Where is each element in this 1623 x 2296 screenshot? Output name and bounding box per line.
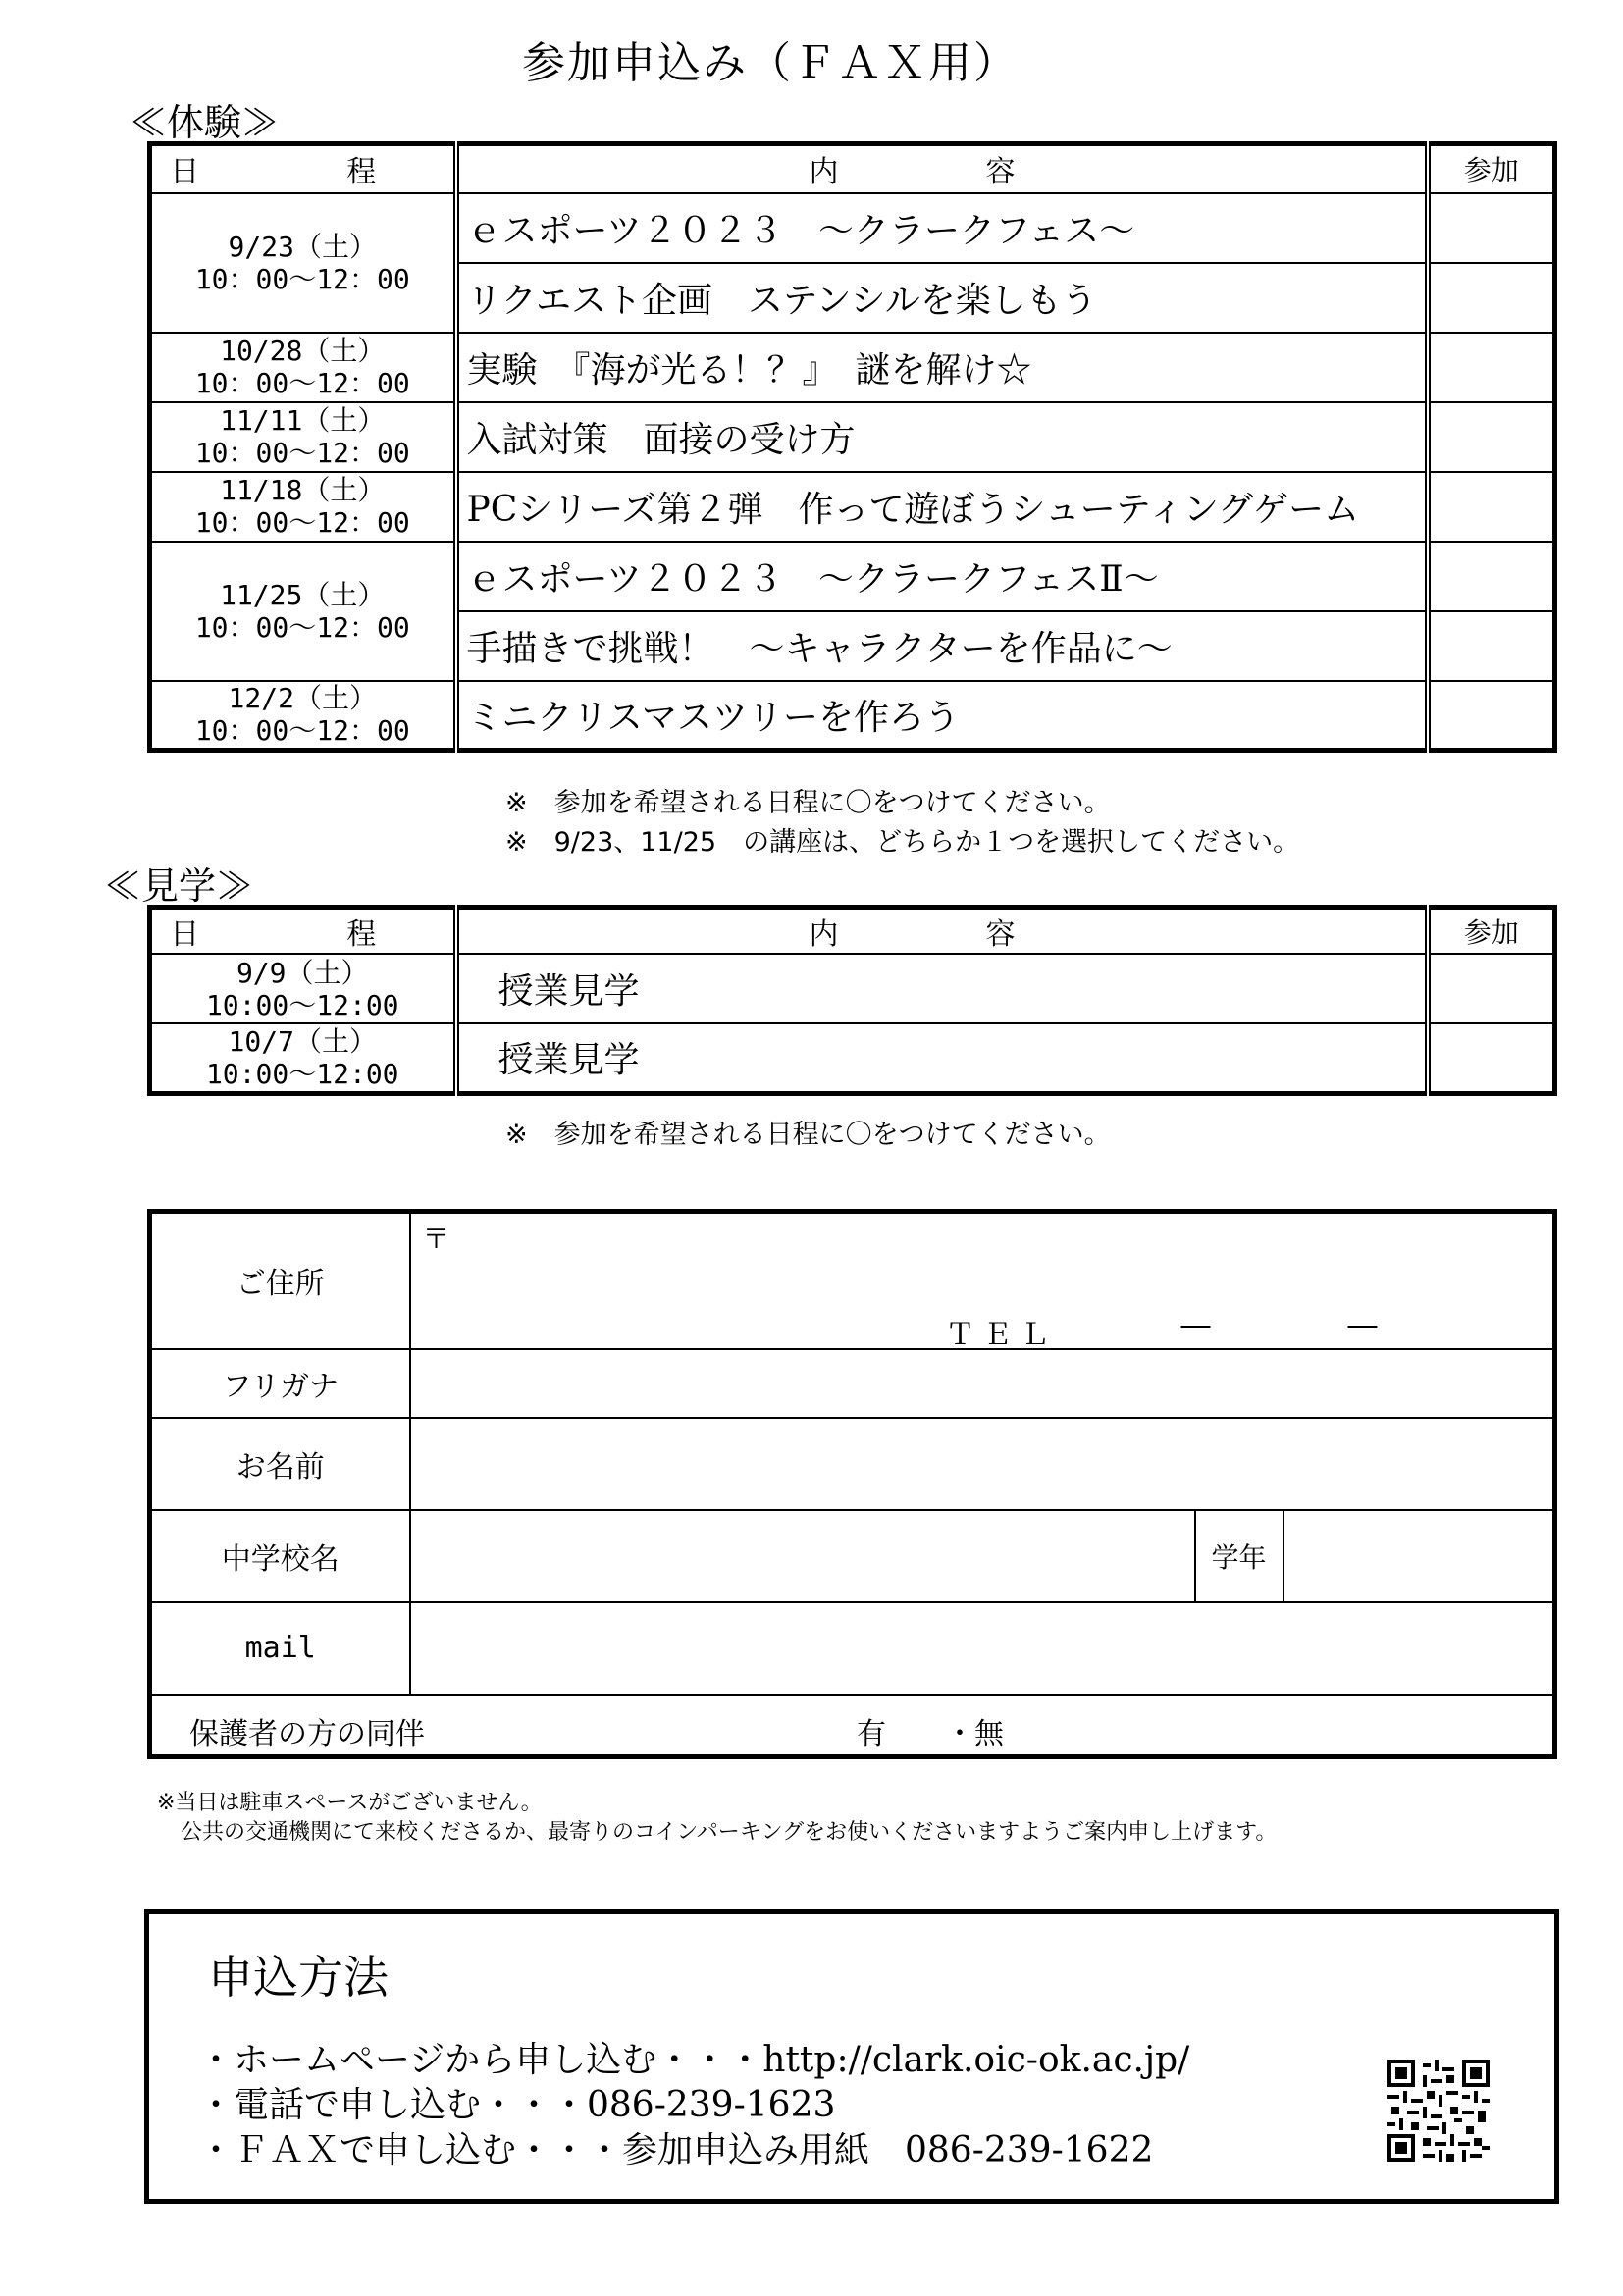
event-title: 手描きで挑戦！ 〜キャラクターを作品に〜	[456, 611, 1428, 681]
event-title: ミニクリスマスツリーを作ろう	[456, 681, 1428, 751]
join-checkbox[interactable]	[1428, 333, 1555, 402]
date-header: 日 程	[150, 144, 456, 193]
school-field[interactable]	[410, 1510, 1195, 1602]
application-method-box	[144, 1909, 1559, 2204]
school-label: 中学校名	[150, 1510, 410, 1602]
table-row	[150, 193, 1555, 263]
qr-code-icon	[1387, 2060, 1490, 2162]
event-title: 実験 『海が光る！？』 謎を解け☆	[456, 333, 1428, 402]
page-title: 参加申込み（ＦＡＸ用）	[522, 38, 1019, 88]
join-checkbox[interactable]	[1428, 1023, 1555, 1093]
event-date: 11/25（土） 10：00〜12：00	[150, 542, 456, 681]
event-date: 10/7（土） 10:00〜12:00	[150, 1023, 456, 1093]
tour-note: ※ 参加を希望される日程に〇をつけてください。	[505, 1120, 1111, 1150]
event-title: 授業見学	[456, 1023, 1428, 1093]
event-date: 9/23（土） 10：00〜12：00	[150, 193, 456, 333]
grade-field[interactable]	[1283, 1510, 1555, 1602]
event-title: ｅスポーツ２０２３ 〜クラークフェスⅡ〜	[456, 542, 1428, 611]
guardian-options[interactable]: 有 ・無	[857, 1716, 1004, 1751]
date-header: 日 程	[150, 908, 456, 955]
event-date: 11/11（土） 10：00〜12：00	[150, 402, 456, 472]
event-date: 9/9（土） 10:00〜12:00	[150, 954, 456, 1023]
event-title: PCシリーズ第２弾 作って遊ぼうシューティングゲーム	[456, 472, 1428, 542]
join-checkbox[interactable]	[1428, 681, 1555, 751]
method-phone: ・電話で申し込む・・・086-239-1623	[198, 2085, 836, 2125]
mail-label: mail	[150, 1602, 410, 1695]
method-web: ・ホームページから申し込む・・・http://clark.oic-ok.ac.jp/	[198, 2040, 1190, 2080]
table-row	[150, 1023, 1555, 1093]
join-checkbox[interactable]	[1428, 193, 1555, 263]
experience-table	[147, 141, 1557, 753]
table-row	[150, 681, 1555, 751]
table-row	[150, 333, 1555, 402]
join-header: 参加	[1428, 144, 1555, 193]
tel-dash: ―	[1347, 1308, 1378, 1342]
mail-field[interactable]	[410, 1602, 1555, 1695]
name-label: お名前	[150, 1418, 410, 1510]
tel-dash: ―	[1180, 1308, 1211, 1342]
furigana-field[interactable]	[410, 1349, 1555, 1418]
grade-label: 学年	[1195, 1510, 1283, 1602]
experience-section-label: ≪体験≫	[130, 101, 280, 144]
method-fax: ・ＦＡＸで申し込む・・・参加申込み用紙 086-239-1622	[198, 2130, 1154, 2170]
name-field[interactable]	[410, 1418, 1555, 1510]
event-date: 12/2（土） 10：00〜12：00	[150, 681, 456, 751]
tour-section-label: ≪見学≫	[104, 864, 254, 908]
content-header: 内 容	[456, 144, 1428, 193]
guardian-label: 保護者の方の同伴	[189, 1716, 425, 1751]
event-date: 11/18（土） 10：00〜12：00	[150, 472, 456, 542]
table-row	[150, 472, 1555, 542]
postal-mark: 〒	[422, 1223, 450, 1255]
join-checkbox[interactable]	[1428, 611, 1555, 681]
table-row	[150, 954, 1555, 1023]
tel-label: ＴＥＬ	[945, 1318, 1058, 1352]
furigana-label: フリガナ	[150, 1349, 410, 1418]
address-field[interactable]	[410, 1212, 1555, 1352]
event-title: 授業見学	[456, 954, 1428, 1023]
join-header: 参加	[1428, 908, 1555, 955]
experience-note: ※ 9/23、11/25 の講座は、どちらか１つを選択してください。	[505, 827, 1300, 858]
tour-table	[147, 905, 1557, 1096]
event-date: 10/28（土） 10：00〜12：00	[150, 333, 456, 402]
join-checkbox[interactable]	[1428, 402, 1555, 472]
content-header: 内 容	[456, 908, 1428, 955]
experience-note: ※ 参加を希望される日程に〇をつけてください。	[505, 788, 1111, 818]
table-row	[150, 542, 1555, 611]
event-title: 入試対策 面接の受け方	[456, 402, 1428, 472]
join-checkbox[interactable]	[1428, 954, 1555, 1023]
table-row	[150, 402, 1555, 472]
event-title: リクエスト企画 ステンシルを楽しもう	[456, 263, 1428, 333]
join-checkbox[interactable]	[1428, 542, 1555, 611]
address-label: ご住所	[150, 1212, 410, 1349]
parking-note: 公共の交通機関にて来校くださるか、最寄りのコインパーキングをお使いくださいますようご案内申し上げます。	[181, 1820, 1278, 1845]
registration-form	[147, 1209, 1557, 1759]
join-checkbox[interactable]	[1428, 263, 1555, 333]
parking-note: ※当日は駐車スペースがございません。	[157, 1791, 543, 1815]
event-title: ｅスポーツ２０２３ 〜クラークフェス〜	[456, 193, 1428, 263]
guardian-row	[150, 1695, 1555, 1757]
join-checkbox[interactable]	[1428, 472, 1555, 542]
method-title: 申込方法	[208, 1951, 389, 2004]
